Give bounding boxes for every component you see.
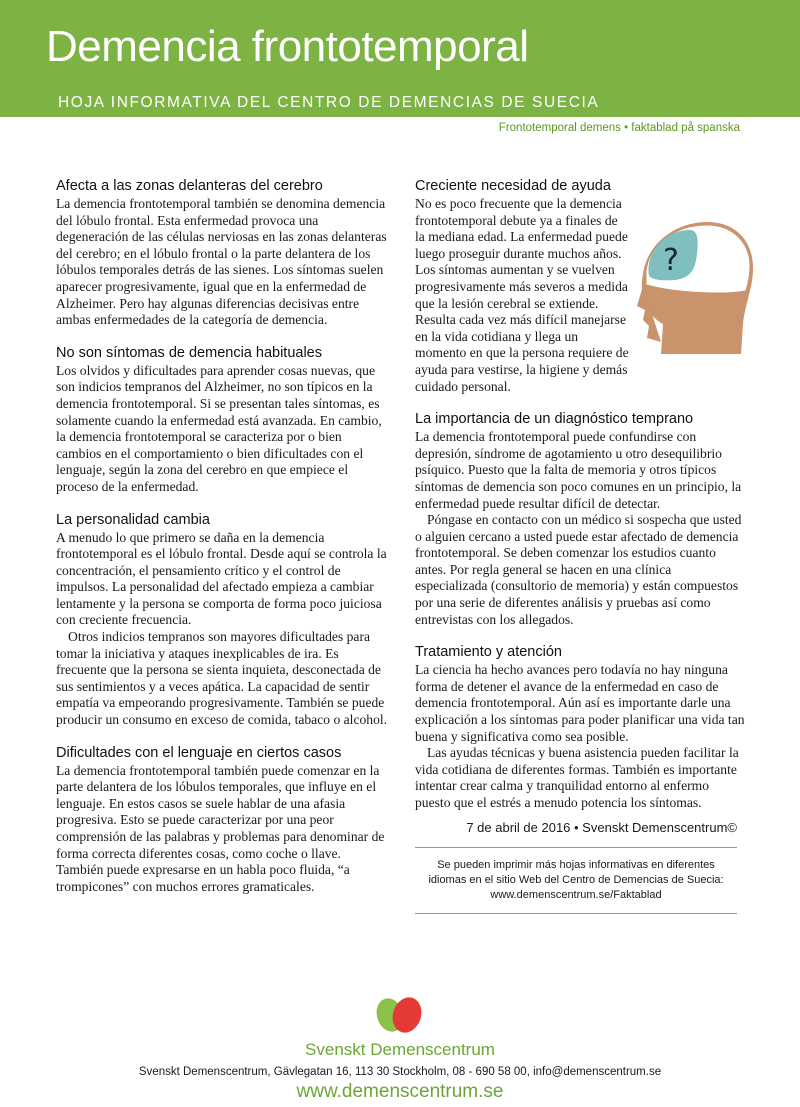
info-line: idiomas en el sitio Web del Centro de Demencias de Suecia: <box>428 873 724 886</box>
heart-logo-icon <box>371 995 427 1035</box>
section-heading: La personalidad cambia <box>56 511 210 528</box>
page-header <box>0 0 800 117</box>
section-heading: La importancia de un diagnóstico temprano <box>415 411 694 428</box>
section-language <box>56 745 388 896</box>
section-paragraph: La demencia frontotemporal puede confundirse con depresión, síndrome de agotamiento u otro desequilibrio psíquico. Puesto que la falta de memoria y otros típicos síntomas de demencia son poco comunes en un principio, la enfermedad puede resultar difícil de detectar. <box>415 429 742 511</box>
section-paragraph: A menudo lo que primero se daña en la demencia frontotemporal es el lóbulo frontal. Desde aquí se controla la concentración, el pensamiento crítico y el control de impulsos. La personalidad del afectado empieza a cambiar lentamente y la persona se comporta de forma poco juiciosa con creciente frecuencia. <box>56 529 387 628</box>
language-line: Frontotemporal demens • faktablad på spanska <box>498 122 740 134</box>
info-box <box>415 847 737 914</box>
section-heading: No son síntomas de demencia habituales <box>56 344 322 361</box>
right-column <box>415 178 747 914</box>
section-heading: Dificultades con el lenguaje en ciertos casos <box>56 744 342 761</box>
footer-address: Svenskt Demenscentrum, Gävlegatan 16, 113 30 Stockholm, 08 - 690 58 00, info@demenscentrum.se <box>138 1066 662 1078</box>
section-frontal-areas <box>56 178 388 329</box>
question-mark: ? <box>663 243 679 278</box>
section-heading: Afecta a las zonas delanteras del cerebro <box>56 178 323 194</box>
page-subtitle: HOJA INFORMATIVA DEL CENTRO DE DEMENCIAS DE SUECIA <box>58 94 600 111</box>
section-treatment <box>415 644 747 811</box>
left-column <box>56 178 388 911</box>
date-line: 7 de abril de 2016 • Svenskt Demenscentrum© <box>466 819 737 835</box>
section-need-help <box>415 178 747 395</box>
page-title: Demencia frontotemporal <box>46 22 529 71</box>
section-paragraph: Otros indicios tempranos son mayores dificultades para tomar la iniciativa y ataques inexplicables de ira. Es frecuente que la persona se sienta inquieta, desconectada de sus sentimientos y a veces apática. La capacidad de sentir empatía va empeorando progresivamente. También se puede producir un consumo en exceso de comida, tabaco o alcohol. <box>56 629 388 728</box>
head-question-mark-icon <box>635 214 755 362</box>
brand-name: Svenskt Demenscentrum <box>305 1040 495 1059</box>
section-unusual-symptoms <box>56 345 388 496</box>
section-early-diagnosis <box>415 411 747 628</box>
section-paragraph: La ciencia ha hecho avances pero todavía no hay ninguna forma de detener el avance de la enfermedad en caso de demencia frontotemporal. Aún así es importante darle una explicación a los síntomas para poder planificar una vida tan buena y significativa como sea posible. <box>415 662 745 744</box>
info-link[interactable]: www.demenscentrum.se/Faktablad <box>490 888 662 901</box>
footer-website-link[interactable]: www.demenscentrum.se <box>296 1081 504 1102</box>
section-paragraph: No es poco frecuente que la demencia frontotemporal debute ya a finales de la mediana edad. La enfermedad puede luego proseguir durante muchos años. Los síntomas aumentan y se vuelven progresivamente más severos a medida que la lesión cerebral se extiende. Resulta cada vez más difícil manejarse en la vida cotidiana y llega un momento en que la persona requiere de ayuda para vestirse, la higiene y demás cuidado personal. <box>415 196 629 394</box>
section-paragraph: La demencia frontotemporal también puede comenzar en la parte delantera de los lóbulos temporales, que influye en el lenguaje. En estos casos se suele hablar de una afasia progresiva. Esto se puede caracterizar por una peor comprensión de las palabras y problemas para denominar de forma correcta diferentes cosas, como coche o llave. También puede expresarse en un habla poco fluida, “a trompicones” con muchos errores gramaticales. <box>56 762 385 894</box>
section-paragraph: Las ayudas técnicas y buena asistencia pueden facilitar la vida cotidiana de diferentes formas. También es importante intentar crear calma y tranquilidad entorno al enfermo puesto que el estrés a menudo potencia los síntomas. <box>415 745 739 810</box>
section-paragraph: La demencia frontotemporal también se denomina demencia del lóbulo frontal. Esta enfermedad provoca una degeneración de las células nerviosas en las zonas delanteras del cerebro; en el lóbulo frontal o la parte delantera de los lóbulos temporales detrás de las sienes. Los síntomas suelen aparecer progresivamente, igual que en la enfermedad de Alzheimer. Pero hay algunas diferencias decisivas entre ambas enfermedades de la categoría de demencia. <box>56 196 387 328</box>
section-paragraph: Los olvidos y dificultades para aprender cosas nuevas, que son indicios tempranos del Alzheimer, no son típicos en la demencia frontotemporal. Si se presentan tales síntomas, es solamente cuando la enfermedad está avanzada. En cambio, la demencia frontotemporal se caracteriza por o bien cambios en el comportamiento o bien dificultades con el lenguaje, según la zona del cerebro en que empiece el proceso de la enfermedad. <box>56 362 382 494</box>
section-paragraph: Póngase en contacto con un médico si sospecha que usted o alguien cercano a usted puede estar afectado de demencia frontotemporal. Se deben comenzar los estudios cuanto antes. Por regla general se hacen en una clínica especializada (consultorio de memoria) y están compuestos por una serie de diferentes análisis y pruebas así como entrevistas con los allegados. <box>415 512 742 627</box>
section-personality <box>56 512 388 729</box>
info-line: Se pueden imprimir más hojas informativas en diferentes <box>437 858 715 871</box>
section-heading: Creciente necesidad de ayuda <box>415 178 611 194</box>
section-heading: Tratamiento y atención <box>415 644 562 661</box>
